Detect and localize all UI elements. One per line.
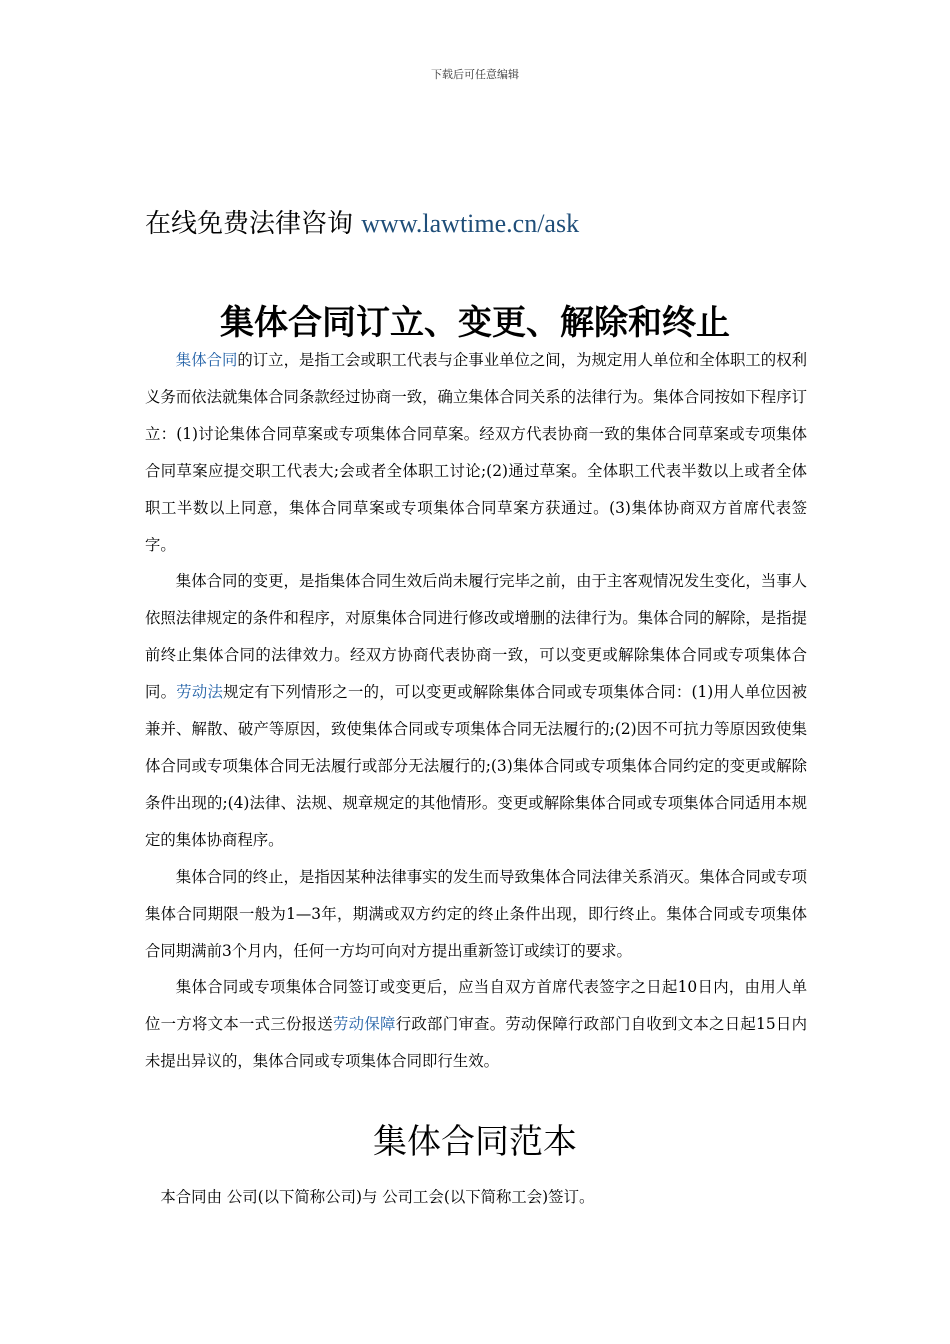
paragraph-formation-text: 的订立，是指工会或职工代表与企事业单位之间，为规定用人单位和全体职工的权利义务而依法就集体合同条款经过协商一致，确立集体合同关系的法律行为。集体合同按如下程序订立：(1)讨论集体合同草案或专项集体合同草案。经双方代表协商一致的集体合同草案或专项集体合同草案应提交职工代表大;会或者全体职工讨论;(2)通过草案。全体职工代表半数以上或者全体职工半数以上同意，集体合同草案或专项集体合同草案方获通过。(3)集体协商双方首席代表签字。	[145, 351, 807, 554]
consult-label: 在线免费法律咨询	[145, 209, 354, 239]
consult-link[interactable]: www.lawtime.cn/ask	[361, 209, 580, 238]
paragraph-review-text-1: 集体合同或专项集体合同签订或变更后，应当自双方首席代表签字之日起10日内，由用人单位一方将文本一式三份报送	[145, 978, 807, 1033]
paragraph-termination	[145, 859, 807, 970]
paragraph-review	[145, 969, 807, 1080]
paragraph-review-text-2: 行政部门审查。劳动保障行政部门自收到文本之日起15日内未提出异议的，集体合同或专项集体合同即行生效。	[145, 1015, 807, 1070]
labor-law-link[interactable]: 劳动法	[176, 683, 224, 701]
consult-line	[145, 204, 579, 244]
contract-intro: 本合同由 公司(以下简称公司)与 公司工会(以下简称工会)签订。	[160, 1188, 595, 1206]
paragraph-change	[145, 563, 807, 859]
sample-title: 集体合同范本	[373, 1122, 577, 1162]
collective-contract-link[interactable]: 集体合同	[175, 351, 238, 369]
paragraph-change-text-2: 规定有下列情形之一的，可以变更或解除集体合同或专项集体合同：(1)用人单位因被兼并、解散、破产等原因，致使集体合同或专项集体合同无法履行的;(2)因不可抗力等原因致使集体合同或专项集体合同无法履行或部分无法履行的;(3)集体合同或专项集体合同约定的变更或解除条件出现的;(4)法律、法规、规章规定的其他情形。变更或解除集体合同或专项集体合同适用本规定的集体协商程序。	[145, 683, 807, 849]
labor-security-link[interactable]: 劳动保障	[333, 1015, 396, 1033]
paragraph-termination-text: 集体合同的终止，是指因某种法律事实的发生而导致集体合同法律关系消灭。集体合同或专项集体合同期限一般为1—3年，期满或双方约定的终止条件出现，即行终止。集体合同或专项集体合同期满前3个月内，任何一方均可向对方提出重新签订或续订的要求。	[145, 868, 807, 960]
main-title: 集体合同订立、变更、解除和终止	[220, 303, 730, 343]
header-note: 下载后可任意编辑	[431, 68, 519, 81]
paragraph-change-text-1: 集体合同的变更，是指集体合同生效后尚未履行完毕之前，由于主客观情况发生变化，当事人依照法律规定的条件和程序，对原集体合同进行修改或增删的法律行为。集体合同的解除，是指提前终止集体合同的法律效力。经双方协商代表协商一致，可以变更或解除集体合同或专项集体合同。	[145, 572, 807, 701]
paragraph-formation	[145, 342, 807, 564]
